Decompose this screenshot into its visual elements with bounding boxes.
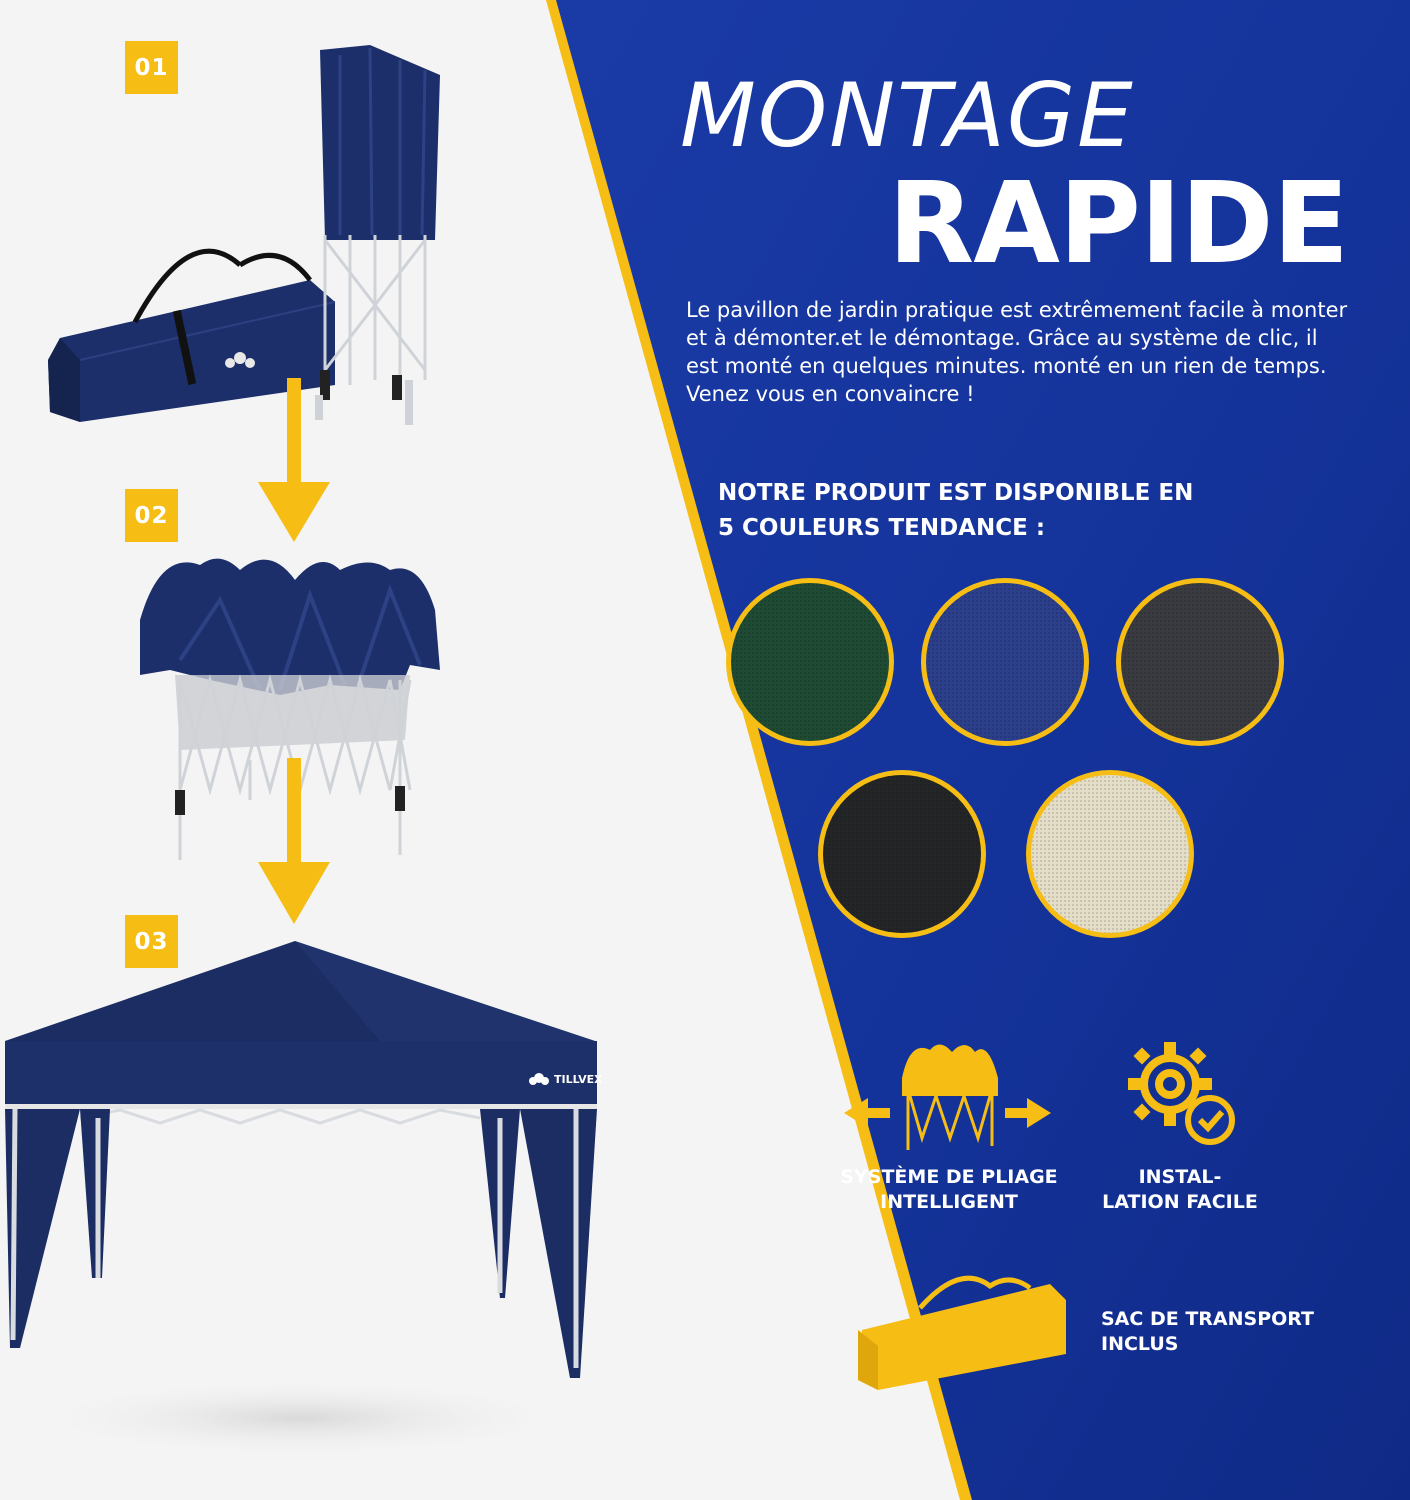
down-arrow-1-icon bbox=[258, 378, 330, 542]
feature-install-line2: LATION FACILE bbox=[1102, 1191, 1258, 1213]
color-swatch-black bbox=[818, 770, 986, 938]
brand-logo-text: TILLVEX bbox=[554, 1072, 603, 1086]
step3-tent-illustration bbox=[0, 938, 660, 1500]
color-swatch-blue bbox=[921, 578, 1089, 746]
color-swatch-green bbox=[726, 578, 894, 746]
feature-bag-label bbox=[1101, 1307, 1361, 1357]
colors-heading-line2: 5 COULEURS TENDANCE : bbox=[718, 515, 1046, 541]
feature-bag-line2: INCLUS bbox=[1101, 1333, 1179, 1355]
feature-folding-line2: INTELLIGENT bbox=[880, 1191, 1018, 1213]
feature-bag-line1: SAC DE TRANSPORT bbox=[1101, 1308, 1315, 1330]
color-swatch-beige bbox=[1026, 770, 1194, 938]
color-swatches bbox=[700, 560, 1320, 960]
brand-logo bbox=[528, 1072, 603, 1086]
feature-install-label bbox=[1080, 1165, 1280, 1215]
brand-leaf-icon bbox=[528, 1072, 550, 1086]
feature-folding-line1: SYSTÈME DE PLIAGE bbox=[840, 1166, 1058, 1188]
feature-install-line1: INSTAL- bbox=[1138, 1166, 1222, 1188]
colors-heading bbox=[718, 476, 1278, 546]
gear-check-icon bbox=[1126, 1040, 1238, 1146]
colors-heading-line1: NOTRE PRODUIT EST DISPONIBLE EN bbox=[718, 480, 1194, 506]
down-arrow-2-icon bbox=[258, 758, 330, 924]
headline-line2: RAPIDE bbox=[888, 159, 1349, 289]
color-swatch-anthracite bbox=[1116, 578, 1284, 746]
step1-illustration bbox=[40, 40, 460, 440]
product-description: Le pavillon de jardin pratique est extrêmement facile à monter et à démonter.et le démontage. Grâce au système de clic, il est monté en quelques minutes. monté en un rien de temps. Venez vous en convaincre ! bbox=[686, 298, 1348, 406]
headline-line1: MONTAGE bbox=[680, 64, 1135, 167]
step-badge-1: 01 bbox=[125, 41, 178, 94]
carry-bag-icon bbox=[850, 1268, 1072, 1396]
feature-folding-label bbox=[822, 1165, 1076, 1215]
step-badge-2: 02 bbox=[125, 489, 178, 542]
step-badge-3: 03 bbox=[125, 915, 178, 968]
folding-frame-icon bbox=[840, 1038, 1055, 1156]
